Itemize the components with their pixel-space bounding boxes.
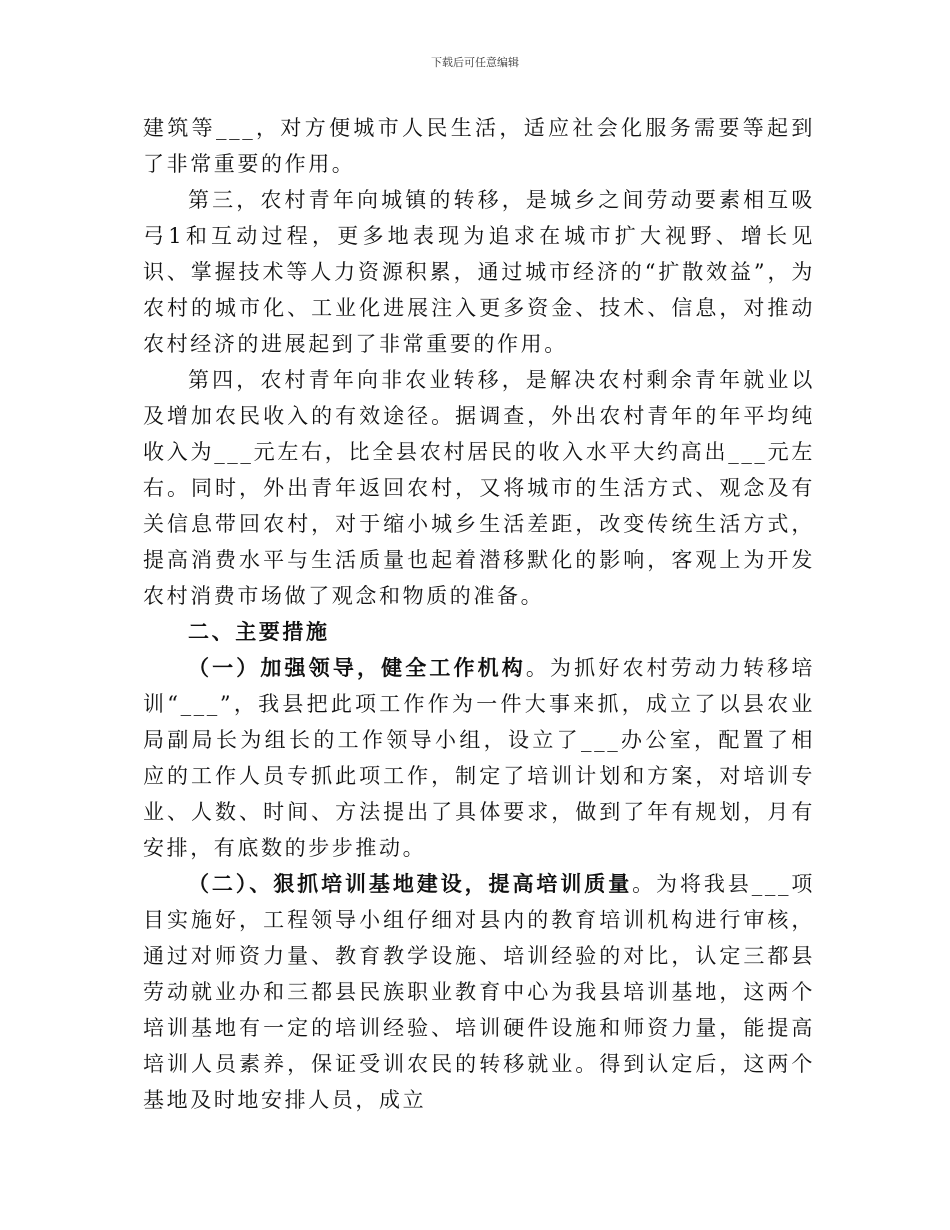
paragraph-fourth-point: 第四，农村青年向非农业转移，是解决农村剩余青年就业以及增加农民收入的有效途径。据调查，外出农村青年的年平均纯收入为___元左右，比全县农村居民的收入水平大约高出___元左右。同时，外出青年返回农村，又将城市的生活方式、观念及有关信息带回农村，对于缩小城乡生活差距，改变传统生活方式，提高消费水平与生活质量也起着潜移默化的影响，客观上为开发农村消费市场做了观念和物质的准备。 bbox=[143, 368, 815, 608]
page-header: 下载后可任意编辑 bbox=[431, 56, 519, 69]
measure-title-1: （一）加强领导，健全工作机构 bbox=[188, 655, 526, 680]
paragraph-continuation: 建筑等___，对方便城市人民生活，适应社会化服务需要等起到了非常重要的作用。 bbox=[143, 116, 815, 176]
measure-paragraph-2 bbox=[143, 866, 815, 1118]
document-body bbox=[143, 110, 815, 1118]
measure-text-2: 。为将我县___项目实施好，工程领导小组仔细对县内的教育培训机构进行审核，通过对师资力量、教育教学设施、培训经验的对比，认定三都县劳动就业办和三都县民族职业教育中心为我县培训基地，这两个培训基地有一定的培训经验、培训硬件设施和师资力量，能提高培训人员素养，保证受训农民的转移就业。得到认定后，这两个基地及时地安排人员，成立 bbox=[143, 872, 815, 1112]
section-heading: 二、主要措施 bbox=[188, 619, 330, 644]
measure-text-1: 。为抓好农村劳动力转移培训“___”，我县把此项工作作为一件大事来抓，成立了以县农业局副局长为组长的工作领导小组，设立了___办公室，配置了相应的工作人员专抓此项工作，制定了培训计划和方案，对培训专业、人数、时间、方法提出了具体要求，做到了年有规划，月有安排，有底数的步步推动。 bbox=[143, 656, 815, 860]
paragraph-third-point: 第三，农村青年向城镇的转移，是城乡之间劳动要素相互吸弓1和互动过程，更多地表现为追求在城市扩大视野、增长见识、掌握技术等人力资源积累，通过城市经济的“扩散效益”，为农村的城市化、工业化进展注入更多资金、技术、信息，对推动农村经济的进展起到了非常重要的作用。 bbox=[143, 188, 815, 356]
measure-title-2: （二）、狠抓培训基地建设，提高培训质量 bbox=[188, 871, 633, 896]
measure-paragraph-1 bbox=[143, 650, 815, 866]
